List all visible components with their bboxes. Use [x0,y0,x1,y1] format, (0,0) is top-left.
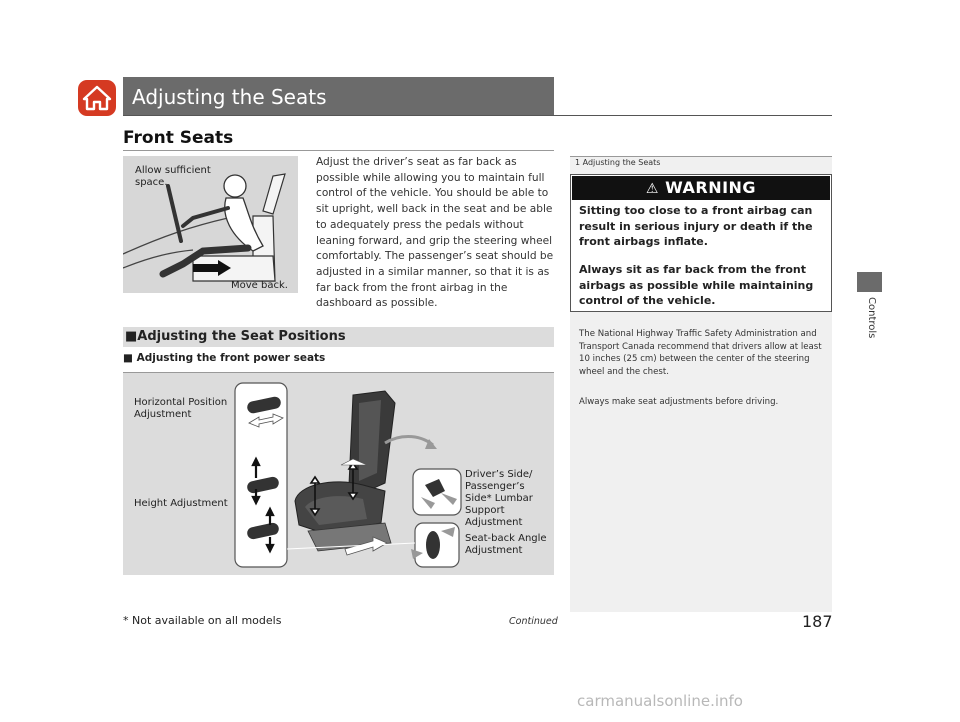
sidebar-paragraph-2: Always make seat adjustments before driving. [579,397,779,407]
label-height-adjustment: Height Adjustment [134,498,228,509]
home-icon [78,80,116,116]
figure-label-allow-space: Allow sufficient space. [135,165,211,188]
sidebar-heading: 1 Adjusting the Seats [575,158,661,167]
warning-text-2: Always sit as far back from the front airbags as possible while maintaining control of the vehicle. [579,263,814,307]
subsection-heading-band [123,327,554,347]
section-title: Front Seats [123,128,234,148]
page-title-bar [123,77,554,115]
sidebar-paragraph-1: The National Highway Traffic Safety Administration and Transport Canada recommend that drivers allow at least 10 inches (25 cm) between the center of the steering wheel and the chest. [579,329,822,377]
seat-adjustment-paragraph: Adjust the driver’s seat as far back as possible while allowing you to maintain full control of the vehicle. You should be able to sit upright, well back in the seat and be able to adequately press the pedals without leaning forward, and grip the steering wheel comfortably. The passenger’s seat should be adjusted in a similar manner, so that it is as far back from the front airbag in the dashboard as possible. [316,156,554,310]
home-button[interactable] [78,80,116,116]
warning-text-1: Sitting too close to a front airbag can result in serious injury or death if the front airbags inflate. [579,204,813,248]
reference-icon: 1 [575,158,581,167]
page-title: Adjusting the Seats [132,85,327,109]
title-divider [123,115,832,116]
warning-title: ⚠ WARNING [645,178,757,197]
continued-marker: Continued [509,616,558,627]
warning-triangle-icon: ⚠ [645,181,659,197]
label-horizontal-adjustment: Horizontal Position Adjustment [134,397,228,420]
section-divider [123,150,554,151]
label-lumbar-adjustment: Driver’s Side/ Passenger’s Side* Lumbar Support Adjustment [465,469,533,528]
warning-header [572,176,830,200]
label-seatback-adjustment: Seat-back Angle Adjustment [465,533,547,556]
side-tab-label: Controls [866,297,877,339]
side-tab-marker[interactable] [857,272,882,292]
page-number: 187 [802,612,833,631]
watermark: carmanualsonline.info [577,692,743,710]
figure-label-move-back: Move back. [231,280,288,291]
power-seats-heading: ■ Adjusting the front power seats [123,352,326,364]
subsection-heading: ■Adjusting the Seat Positions [125,329,346,344]
footnote: * Not available on all models [123,614,282,627]
